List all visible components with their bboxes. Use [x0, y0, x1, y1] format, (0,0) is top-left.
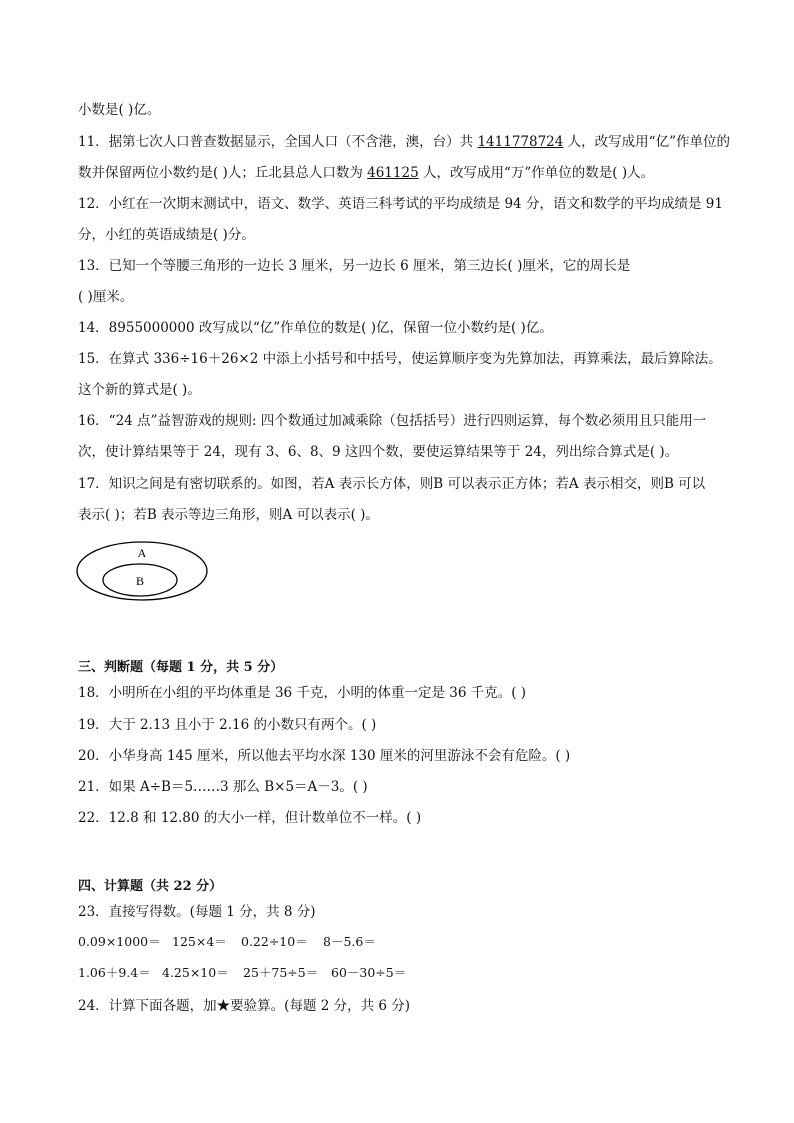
calc-item: 25＋75÷5＝: [243, 965, 319, 980]
question-12-line2: 分，小红的英语成绩是( )分。: [78, 227, 255, 243]
calc-item: 8－5.6＝: [323, 934, 376, 949]
q11-population-number: 1411778724: [477, 134, 564, 150]
line-l1: 小数是( )亿。: [78, 102, 161, 118]
calc-item: 4.25×10＝: [162, 965, 229, 980]
question-12-line1: 12．小红在一次期末测试中，语文、数学、英语三科考试的平均成绩是 94 分，语文和数学的平均成绩是 91: [78, 196, 723, 212]
question-21: 21．如果 A÷B＝5……3 那么 B×5＝A－3。( ): [78, 779, 368, 795]
question-19: 19．大于 2.13 且小于 2.16 的小数只有两个。( ): [78, 717, 377, 733]
question-24: 24．计算下面各题，加★要验算。(每题 2 分，共 6 分): [78, 998, 411, 1014]
section-4-heading: 四、计算题（共 22 分）: [78, 879, 223, 894]
calc-item: 125×4＝: [172, 934, 227, 949]
question-17-line2: 表示( )；若B 表示等边三角形，则A 可以表示( )。: [78, 507, 379, 523]
q11-text: 数并保留两位小数约是( )人；丘北县总人口数为: [78, 165, 368, 181]
question-18: 18．小明所在小组的平均体重是 36 千克，小明的体重一定是 36 千克。( ): [78, 685, 527, 701]
calc-row-2: [78, 963, 421, 983]
q11-county-number: 461125: [367, 165, 419, 181]
q11-text: 人，改写成用“万”作单位的数是( )人。: [418, 165, 655, 181]
calc-item: 60－30÷5＝: [331, 965, 407, 980]
calc-row-1: [78, 932, 403, 952]
question-17-line1: 17．知识之间是有密切联系的。如图，若A 表示长方体，则B 可以表示正方体；若A 表示相交，则B 可以: [78, 476, 706, 492]
question-15-line1: 15．在算式 336÷16＋26×2 中添上小括号和中括号，使运算顺序变为先算加法，再算乘法，最后算除法。: [78, 351, 722, 367]
section-3-heading: 三、判断题（每题 1 分，共 5 分）: [78, 660, 284, 675]
question-22: 22．12.8 和 12.80 的大小一样，但计数单位不一样。( ): [78, 810, 422, 826]
question-11-line2: [78, 163, 654, 183]
calc-item: 1.06＋9.4＝: [78, 965, 151, 980]
venn-label-a: A: [137, 546, 147, 560]
calc-item: 0.22÷10＝: [241, 934, 308, 949]
question-13-line2: ( )厘米。: [78, 289, 134, 305]
q11-text: 人，改写成用“亿”作单位的: [563, 134, 730, 150]
question-20: 20．小华身高 145 厘米，所以他去平均水深 130 厘米的河里游泳不会有危险。( ): [78, 748, 571, 764]
question-23: 23．直接写得数。(每题 1 分，共 8 分): [78, 904, 316, 920]
question-16-line1: 16．“24 点”益智游戏的规则: 四个数通过加减乘除（包括括号）进行四则运算，每个数必须用且只能用一: [78, 413, 707, 429]
q11-text: 11．据第七次人口普查数据显示，全国人口（不含港，澳，台）共: [78, 134, 478, 150]
question-15-line2: 这个新的算式是( )。: [78, 382, 201, 398]
question-14: 14．8955000000 改写成以“亿”作单位的数是( )亿，保留一位小数约是( )亿。: [78, 320, 553, 336]
question-13-line1: 13．已知一个等腰三角形的一边长 3 厘米，另一边长 6 厘米，第三边长( )厘米，它的周长是: [78, 258, 631, 274]
venn-label-b: B: [135, 574, 145, 588]
venn-diagram: [74, 540, 214, 605]
question-11-line1: [78, 132, 730, 152]
calc-item: 0.09×1000＝: [78, 934, 161, 949]
question-16-line2: 次，使计算结果等于 24，现有 3、6、8、9 这四个数，要使运算结果等于 24，列出综合算式是( )。: [78, 444, 679, 460]
